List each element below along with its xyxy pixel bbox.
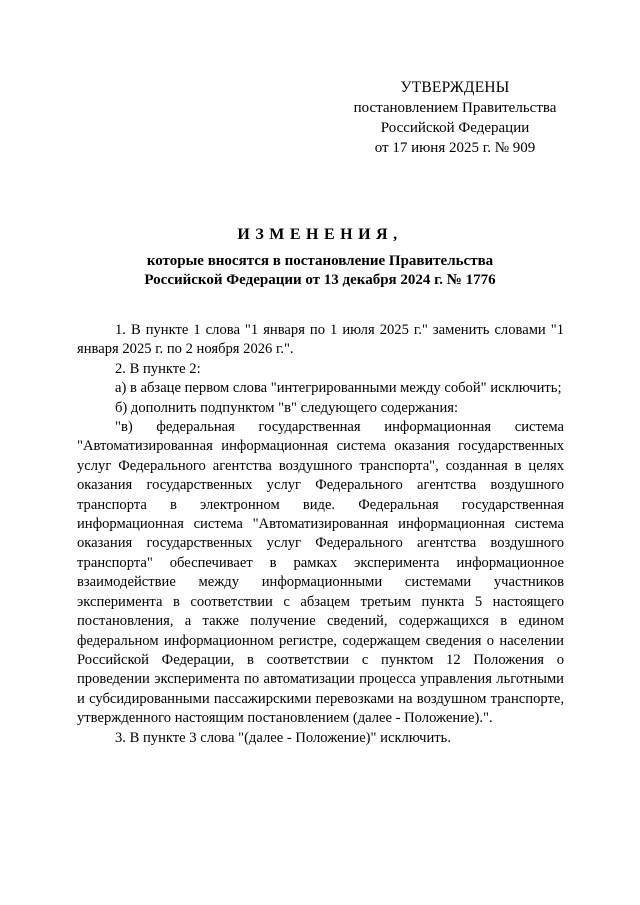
document-heading bbox=[40, 224, 600, 290]
paragraph-2b: б) дополнить подпунктом "в" следующего содержания: bbox=[115, 399, 459, 416]
approval-line-3: от 17 июня 2025 г. № 909 bbox=[374, 140, 536, 156]
approval-title: УТВЕРЖДЕНЫ bbox=[400, 79, 510, 96]
paragraph-3: 3. В пункте 3 слова "(далее - Положение)" исключить. bbox=[115, 729, 451, 746]
heading-subtitle-2: Российской Федерации от 13 декабря 2024 г. № 1776 bbox=[144, 272, 496, 288]
approval-line-2: Российской Федерации bbox=[380, 120, 530, 136]
heading-title: ИЗМЕНЕНИЯ, bbox=[237, 226, 403, 243]
approval-line-1: постановлением Правительства bbox=[353, 100, 557, 116]
paragraph-2b-text: "в) федеральная государственная информационная система "Автоматизированная информационная система оказания государственных услуг Федерального агентства воздушного транспорта", созданная в целях оказания государственных услуг Федерального агентства воздушного транспорта в электронном виде. Федеральная государственная информационная система "Автоматизированная информационная система оказания государственных услуг Федерального агентства воздушного транспорта" обеспечивает в рамках эксперимента информационное взаимодействие между информационными системами участников эксперимента в соответствии с абзацем третьим пункта 5 настоящего постановления, а также получение сведений, содержащихся в едином федеральном информационном регистре, содержащем сведения о населении Российской Федерации, в соответствии с пунктом 12 Положения о проведении эксперимента по автоматизации процесса управления льготными и субсидированными пассажирскими перевозками на воздушном транспорте, утвержденного настоящим постановлением (далее - Положение).". bbox=[77, 419, 564, 727]
paragraph-2a: а) в абзаце первом слова "интегрированными между собой" исключить; bbox=[115, 380, 562, 397]
heading-subtitle-1: которые вносятся в постановление Правительства bbox=[146, 253, 494, 269]
paragraph-2: 2. В пункте 2: bbox=[115, 360, 201, 377]
paragraph-1: 1. В пункте 1 слова "1 января по 1 июля 2025 г." заменить словами "1 января 2025 г. по 2 ноября 2026 г.". bbox=[77, 322, 564, 358]
approval-block bbox=[330, 78, 580, 158]
document-body bbox=[77, 321, 564, 748]
